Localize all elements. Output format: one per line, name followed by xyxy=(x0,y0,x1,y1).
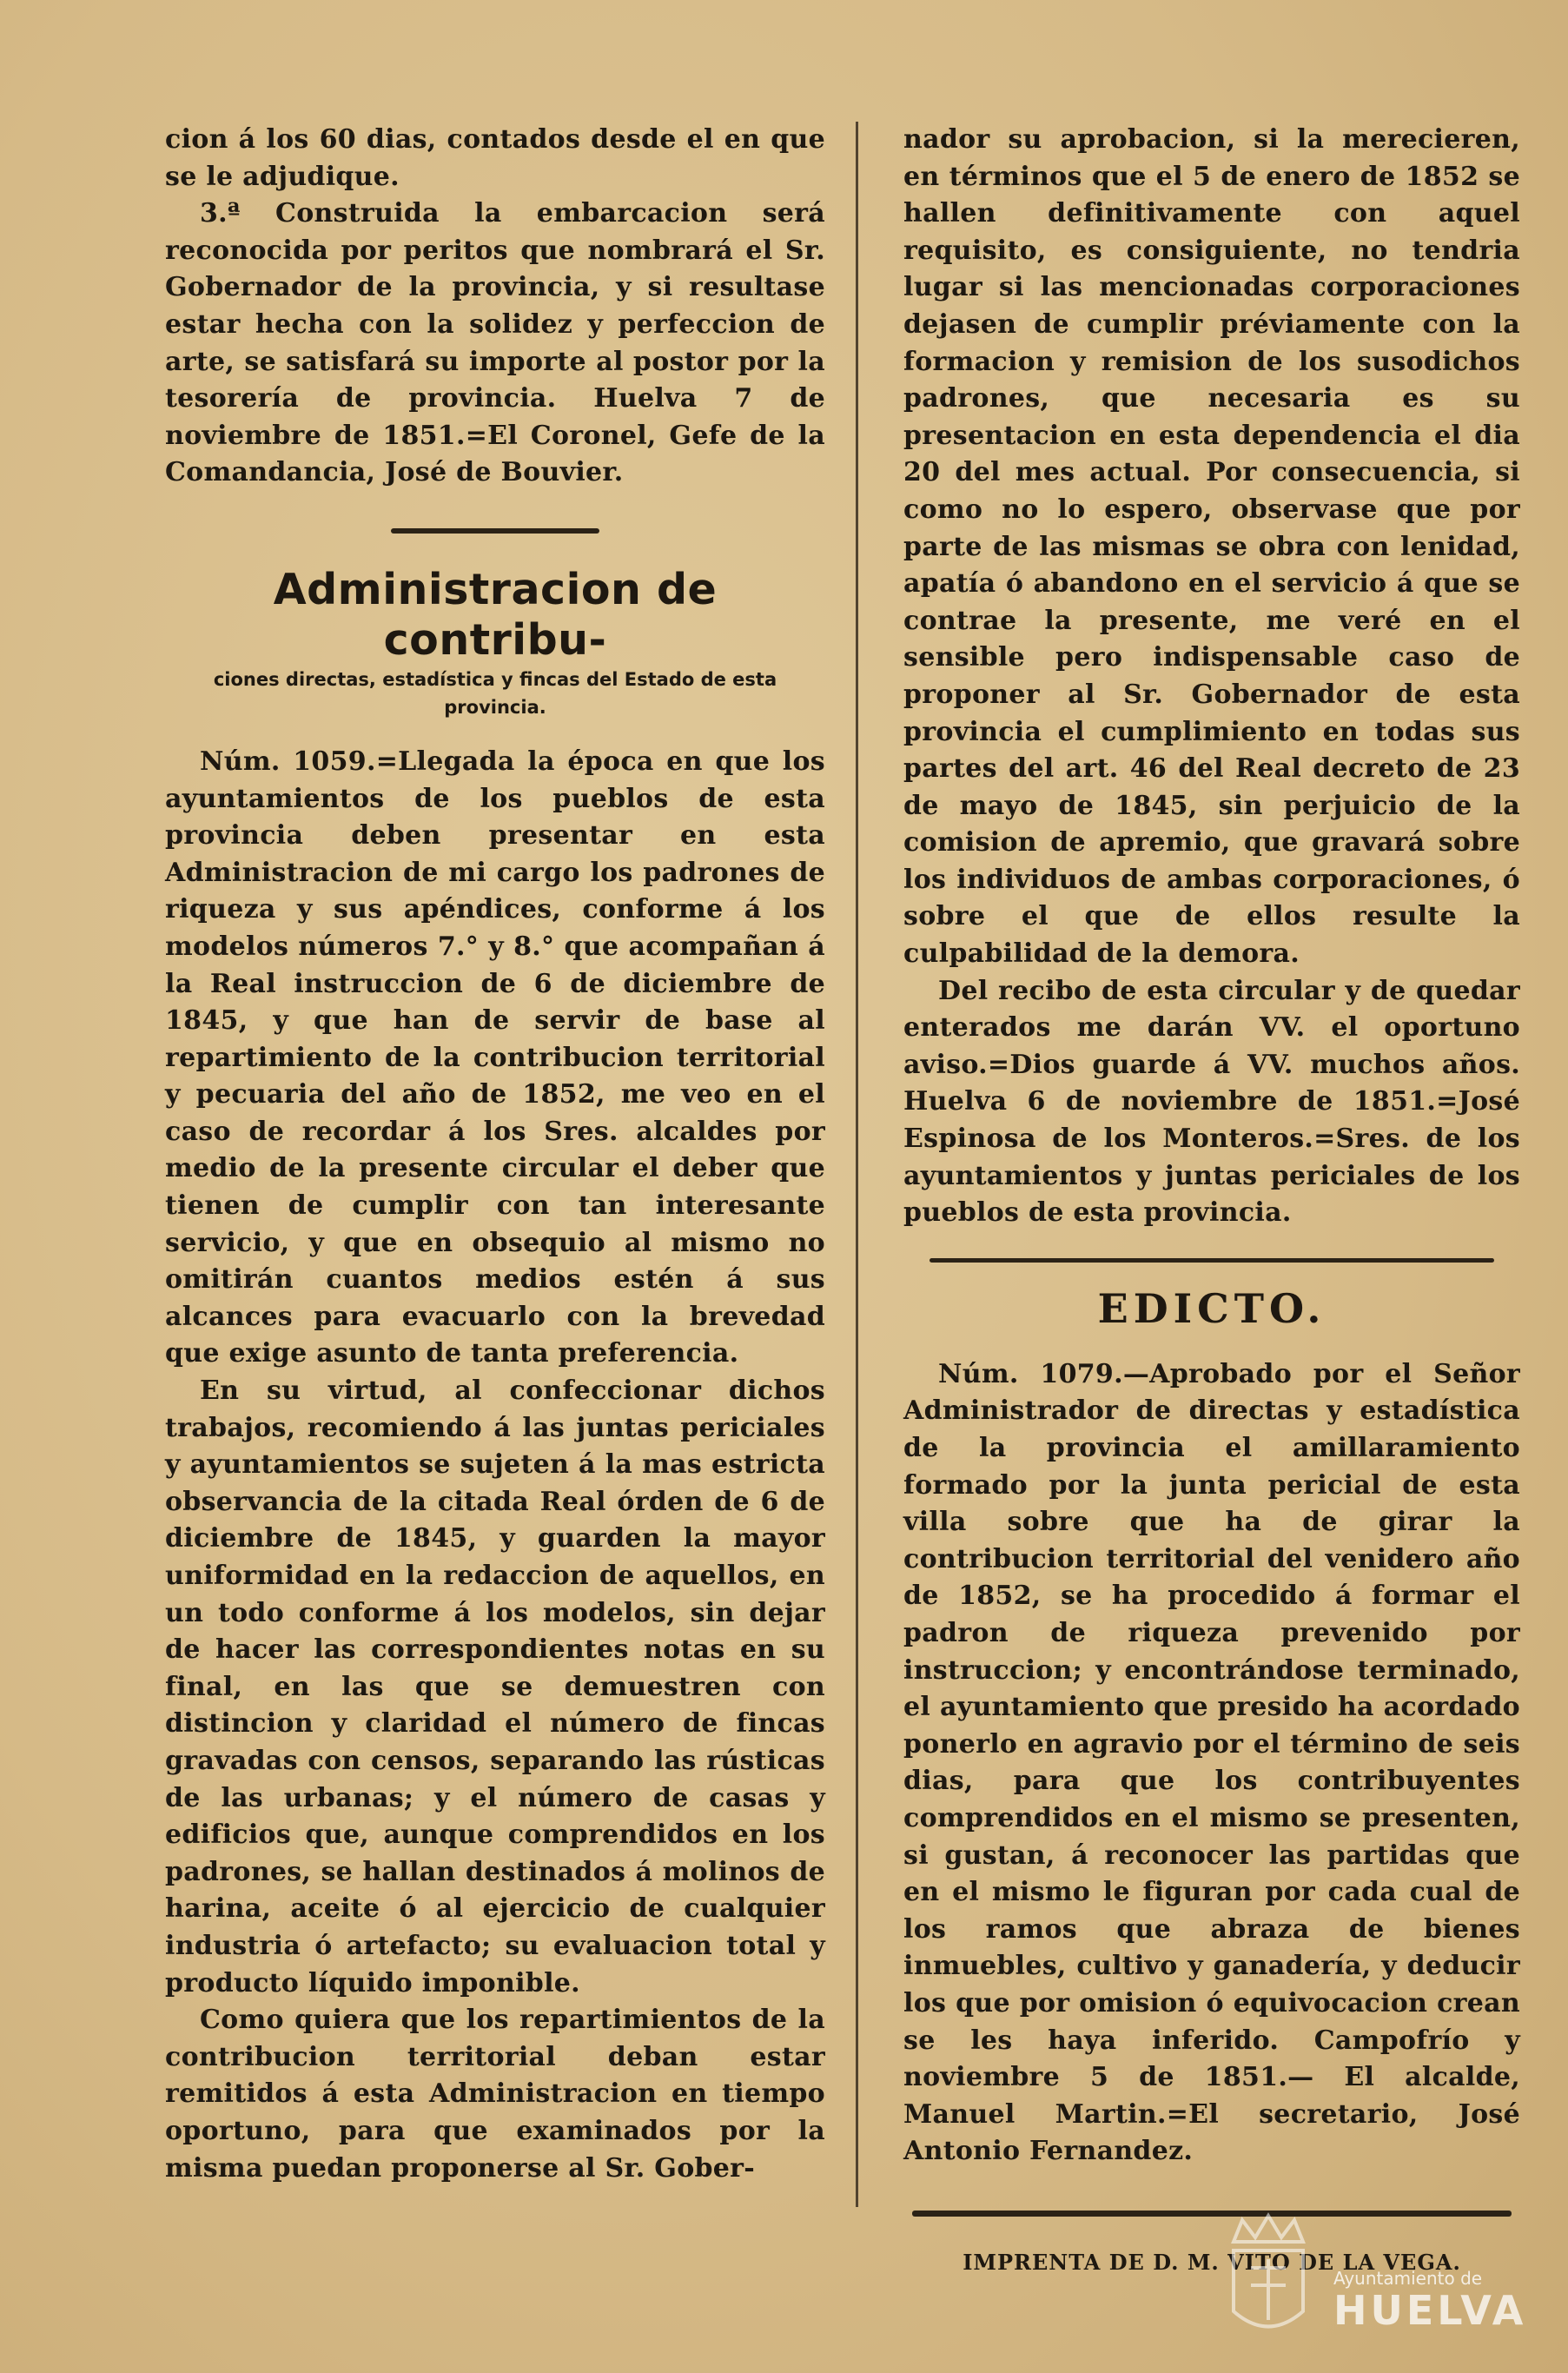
column-divider xyxy=(856,122,858,2207)
watermark xyxy=(1333,2268,1525,2332)
right-paragraph-2: Del recibo de esta circular y de quedar enterados me darán VV. el oportuno aviso.=Dios guarde á VV. muchos años. Huelva 6 de noviembre de 1851.=José Espinosa de los Monteros.=Sres. de los ayuntamientos y juntas periciales de los pueblos de esta provincia. xyxy=(903,975,1520,1229)
body-paragraph-2: En su virtud, al confeccionar dichos trabajos, recomiendo á las juntas periciales y ayuntamientos se sujeten á la mas estricta observancia de la citada Real órden de 6 de diciembre de 1845, y guarden la mayor uniformidad en la redaccion de aquellos, en un todo conforme á los modelos, sin dejar de hacer las correspondientes notas en su final, en las que se demuestren con distincion y claridad el número de fincas gravadas con censos, separando las rústicas de las urbanas; y el número de casas y edificios que, aunque comprendidos en los padrones, se hallan destinados á molinos de harina, aceite ó al ejercicio de cualquier industria ó artefacto; su evaluacion total y producto líquido imponible. xyxy=(165,1375,825,1998)
left-paragraph-1: cion á los 60 dias, contados desde el en que se le adjudique. xyxy=(165,124,825,192)
section-subtitle: ciones directas, estadística y fincas del Estado de esta provincia. xyxy=(213,668,777,718)
watermark-line-1: Ayuntamiento de xyxy=(1333,2268,1483,2289)
right-paragraph-1: nador su aprobacion, si la merecieren, en términos que el 5 de enero de 1852 se hallen definitivamente con aquel requisito, es consiguiente, no tendria lugar si las mencionadas corporaciones dejasen de cumplir préviamente con la formacion y remision de los susodichos padrones, que necesaria es su presentacion en esta dependencia el dia 20 del mes actual. Por consecuencia, si como no lo espero, observase que por parte de las mismas se obra con lenidad, apatía ó abandono en el servicio á que se contrae la presente, me veré en el sensible pero indispensable caso de proponer al Sr. Gobernador de esta provincia el cumplimiento en todas sus partes del art. 46 del Real decreto de 23 de mayo de 1845, sin perjuicio de la comision de apremio, que gravará sobre los individuos de ambas corporaciones, ó sobre el que de ellos resulte la culpabilidad de la demora. xyxy=(903,124,1520,970)
right-column xyxy=(903,122,1520,2277)
section-title: Administracion de contribu- xyxy=(273,564,718,665)
left-paragraph-2: 3.ª Construida la embarcacion será reconocida por peritos que nombrará el Sr. Gobernador de la provincia, y si resultase estar hecha con la solidez y perfeccion de arte, se satisfará su importe al postor por la tesorería de provincia. Huelva 7 de noviembre de 1851.=El Coronel, Gefe de la Comandancia, José de Bouvier. xyxy=(165,198,825,488)
body-paragraph-3: Como quiera que los repartimientos de la contribucion territorial deban estar remitidos á esta Administracion en tiempo oportuno, para que examinados por la misma puedan proponerse al Sr. Gober- xyxy=(165,2005,825,2184)
separator-rule xyxy=(930,1258,1494,1263)
watermark-line-2: HUELVA xyxy=(1333,2287,1527,2334)
left-column xyxy=(165,122,825,2187)
body-paragraph-1: Núm. 1059.=Llegada la época en que los ayuntamientos de los pueblos de esta provincia deben presentar en esta Administracion de mi cargo los padrones de riqueza y sus apéndices, conforme á los modelos números 7.° y 8.° que acompañan á la Real instruccion de 6 de diciembre de 1845, y que han de servir de base al repartimiento de la contribucion territorial y pecuaria del año de 1852, me veo en el caso de recordar á los Sres. alcaldes por medio de la presente circular el deber que tienen de cumplir con tan interesante servicio, y que en obsequio al mismo no omitirán cuantos medios estén á sus alcances para evacuarlo con la brevedad que exige asunto de tanta preferencia. xyxy=(165,746,825,1369)
edicto-title: EDICTO. xyxy=(1097,1284,1327,1332)
printer-imprint: IMPRENTA DE D. M. VITO DE LA VEGA. xyxy=(963,2249,1461,2275)
separator-rule xyxy=(391,528,599,534)
edicto-body: Núm. 1079.—Aprobado por el Señor Administrador de directas y estadística de la provincia el amillaramiento formado por la junta pericial de esta villa sobre que ha de girar la contribucion territorial del venidero año de 1852, se ha procedido á formar el padron de riqueza prevenido por instruccion; y encontrándose terminado, el ayuntamiento que presido ha acordado ponerlo en agravio por el término de seis dias, para que los contribuyentes comprendidos en el mismo se presenten, si gustan, á reconocer las partidas que en el mismo le figuran por cada cual de los ramos que abraza de bienes inmuebles, cultivo y ganadería, y deducir los que por omision ó equivocacion crean se les haya inferido. Campofrío y noviembre 5 de 1851.— El alcalde, Manuel Martin.=El secretario, José Antonio Fernandez. xyxy=(903,1358,1520,2167)
